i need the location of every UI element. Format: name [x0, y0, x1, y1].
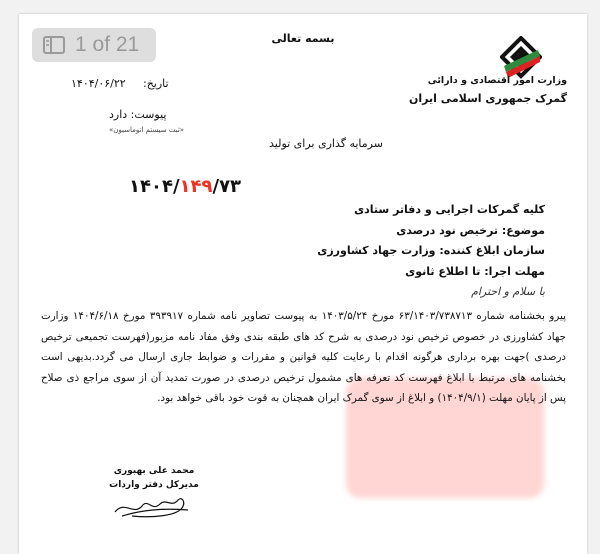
slogan-line: سرمایه گذاری برای تولید — [269, 137, 383, 150]
signatory-title: مدیرکل دفتر واردات — [109, 480, 199, 490]
customs-name: گمرک جمهوری اسلامی ایران — [408, 92, 567, 105]
date-label: تاریخ: — [143, 77, 169, 90]
date-value: ۱۴۰۴/۰۶/۲۲ — [71, 77, 126, 90]
letter-number-serial: ۱۴۹ — [179, 176, 213, 197]
recipient: کلیه گمرکات اجرایی و دفاتر ستادی — [354, 203, 545, 216]
letter-number-year: ۱۴۰۴/ — [129, 176, 180, 197]
letter-number-code: /۷۳ — [212, 176, 242, 197]
subject: موضوع: ترخیص نود درصدی — [396, 224, 545, 237]
deadline: مهلت اجرا: تا اطلاع ثانوی — [405, 265, 545, 278]
page-counter-label: 1 of 21 — [75, 33, 140, 56]
sidebar-panel-icon — [43, 36, 65, 54]
page-counter[interactable] — [32, 28, 156, 62]
letter-number — [129, 176, 241, 197]
handwritten-greeting: با سلام و احترام — [471, 285, 545, 298]
basmala: بسمه تعالی — [271, 32, 335, 45]
signature-drawing — [112, 486, 192, 522]
system-note: «ثبت سیستم اتوماسیون» — [109, 126, 185, 134]
ministry-name: وزارت امور اقتصادی و دارائی — [427, 75, 567, 86]
document-page — [19, 14, 587, 554]
attachment-label: پیوست: دارد — [109, 108, 167, 121]
signatory-name: محمد علی بهبوری — [113, 466, 195, 476]
issuer: سازمان ابلاغ کننده: وزارت جهاد کشاورزی — [317, 244, 545, 257]
letter-body: پیرو بخشنامه شماره ۶۳/۱۴۰۳/۷۳۸۷۱۳ مورخ ۱۴۰۳/۵/۲۴ به پیوست تصاویر نامه شماره ۳۹۳۹۱۷ مورخ ۱۴۰۴/۶/۱۸ وزارت جهاد کشاورزی در خصوص ترخیص نود درصدی به شرح کد های طبقه بندی وفق مفاد نامه مزبور(فهرست تجمیعی ترخیص درصدی )جهت بهره برداری هرگونه اقدام با رعایت کلیه قوانین و مقررات و ضوابط جاری ارسال می گردد.بدیهی است بخشنامه های مرتبط با ابلاغ فهرست کد تعرفه های مشمول ترخیص درصدی در صورت تمدید آن از سوی مراجع ذی صلاح پس از پایان مهلت (۱۴۰۴/۹/۱) و ابلاغ از سوی گمرک ایران همچنان به قوت خود باقی خواهد بود. — [41, 310, 566, 404]
